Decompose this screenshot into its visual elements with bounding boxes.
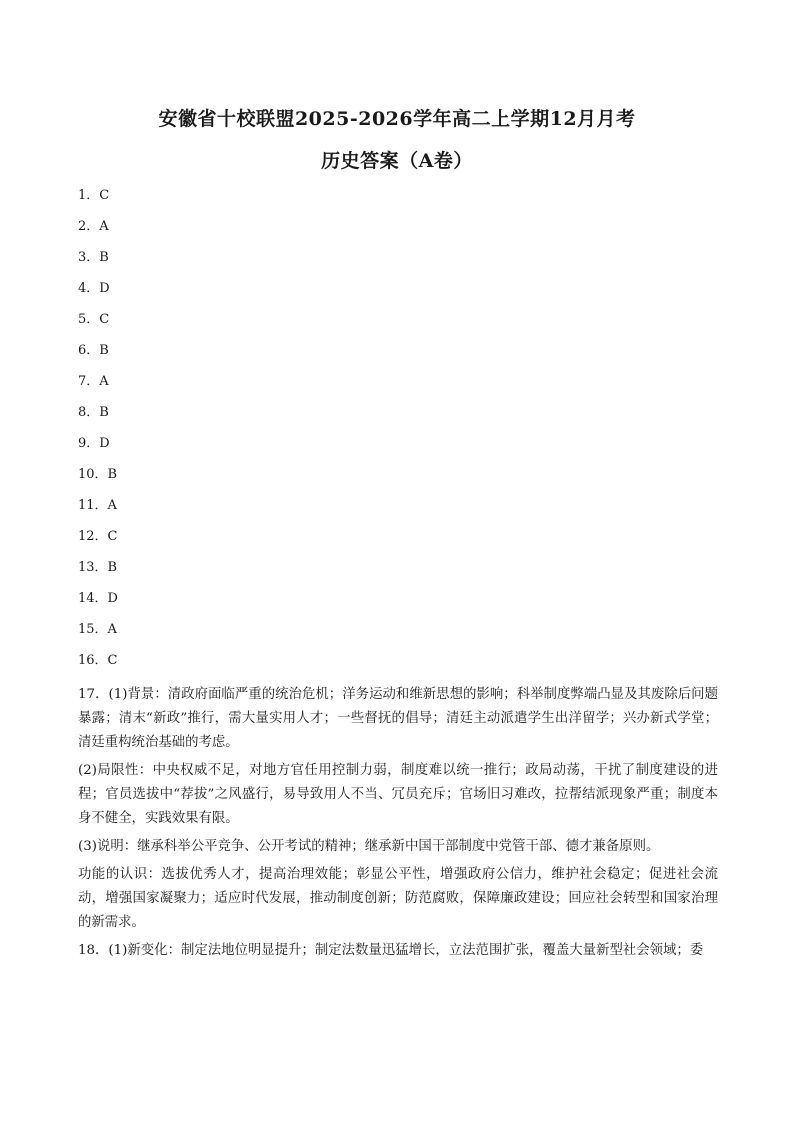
list-item: 9．D	[78, 436, 110, 451]
list-item: 6．B	[78, 343, 109, 358]
list-item: 10．B	[78, 467, 118, 482]
answer-list	[78, 186, 118, 682]
page-subtitle: 历史答案（A卷）	[321, 150, 473, 172]
list-item: 15．A	[78, 622, 117, 637]
q17-background: 17．(1)背景：清政府面临严重的统治危机；洋务运动和维新思想的影响；科举制度弊端凸显及其废除后问题暴露；清末“新政”推行，需大量实用人才；一些督抚的倡导；清廷主动派遣学生出洋留学；兴办新式学堂；清廷重构统治基础的考虑。	[78, 687, 718, 750]
list-item: 11．A	[78, 498, 117, 513]
essay-answers	[78, 683, 718, 967]
list-item: 12．C	[78, 529, 118, 544]
list-item: 7．A	[78, 374, 109, 389]
list-item: 2．A	[78, 219, 109, 234]
list-item: 3．B	[78, 250, 109, 265]
list-item: 16．C	[78, 653, 118, 668]
q18-changes: 18．(1)新变化：制定法地位明显提升；制定法数量迅猛增长，立法范围扩张，覆盖大量新型社会领域；委	[78, 943, 704, 958]
q17-function: 功能的认识：选拔优秀人才，提高治理效能；彰显公平性，增强政府公信力，维护社会稳定；促进社会流动，增强国家凝聚力；适应时代发展，推动制度创新；防范腐败，保障廉政建设；回应社会转型和国家治理的新需求。	[78, 867, 718, 930]
list-item: 1．C	[78, 188, 110, 203]
list-item: 5．C	[78, 312, 110, 327]
q17-explanation: (3)说明：继承科举公平竞争、公开考试的精神；继承新中国干部制度中党管干部、德才兼备原则。	[78, 839, 660, 854]
list-item: 13．B	[78, 560, 118, 575]
q17-limitations: (2)局限性：中央权威不足，对地方官任用控制力弱，制度难以统一推行；政局动荡，干扰了制度建设的进程；官员选拔中“荐拔”之风盛行，易导致用人不当、冗员充斥；官场旧习难改，拉帮结派现象严重；制度本身不健全，实践效果有限。	[78, 763, 718, 826]
page-title: 安徽省十校联盟2025-2026学年高二上学期12月月考	[158, 108, 636, 130]
list-item: 8．B	[78, 405, 109, 420]
list-item: 4．D	[78, 281, 110, 296]
list-item: 14．D	[78, 591, 118, 606]
